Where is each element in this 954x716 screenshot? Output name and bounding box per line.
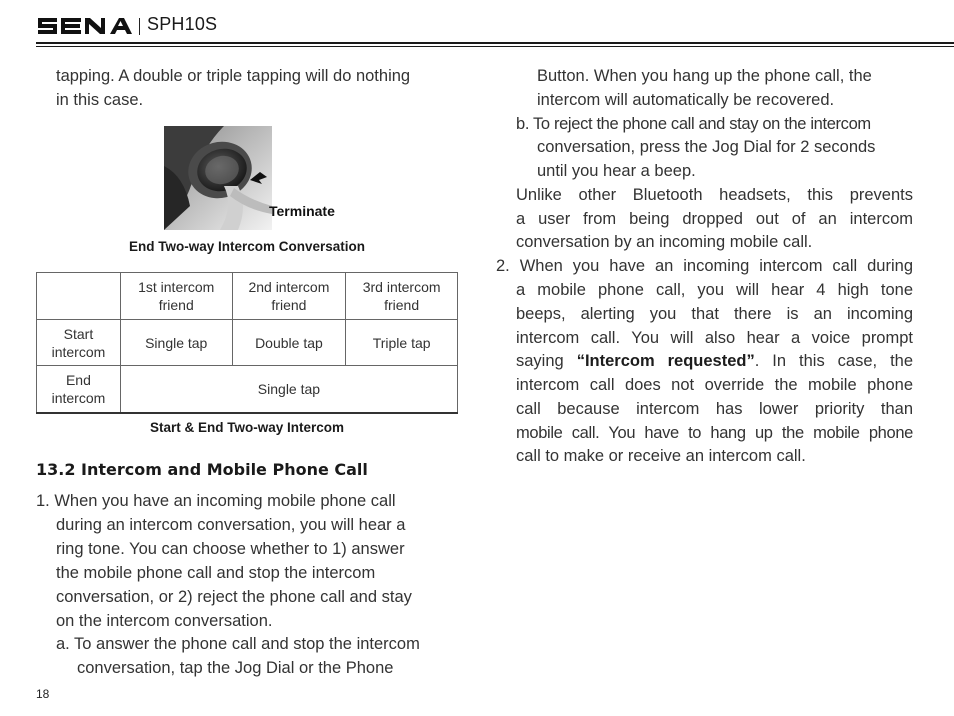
table-header-cell: 3rd intercom friend [346,273,458,320]
page-header [36,12,954,46]
text-line: until you hear a beep. [537,162,696,180]
text-line: on the intercom conversation. [56,612,273,630]
text-line [516,350,913,374]
figure-label: Terminate [269,203,335,219]
table-header-cell: 1st intercom friend [120,273,232,320]
text-line: in this case. [56,91,144,109]
table-header-cell: 2nd intercom friend [232,273,346,320]
table-cell: Single tap [120,366,457,413]
table-cell: Triple tap [346,320,458,366]
text-line: ring tone. You can choose whether to 1) answer [56,540,405,558]
text-line: the mobile phone call and stop the intercom [56,564,376,582]
text-line: conversation, tap the Jog Dial or the Phone [77,659,394,677]
text-line: a mobile phone call, you will hear 4 high tone [516,281,913,299]
text-run: saying [516,352,577,370]
text-line: intercom call. You will also hear a voice prompt [516,329,913,347]
table-row [37,320,458,366]
table-header-row [37,273,458,320]
text-line: 2. When you have an incoming intercom call during [496,257,913,275]
header-rule-thin [36,46,954,47]
sena-logo [36,14,132,38]
table-cell: Single tap [120,320,232,366]
text-line: intercom call does not override the mobile phone [516,376,913,394]
section-heading: 13.2 Intercom and Mobile Phone Call [36,460,368,479]
row-label: Start intercom [37,320,121,366]
text-line: b. To reject the phone call and stay on the intercom [516,115,871,133]
text-line: a user from being dropped out of an intercom [516,210,913,228]
header-separator [139,18,140,35]
headset-jog-dial-photo [164,126,272,230]
text-line: Button. When you hang up the phone call, the [537,67,872,85]
table-cell: Double tap [232,320,346,366]
voice-prompt-text: “Intercom requested” [576,352,755,370]
text-line: a. To answer the phone call and stop the intercom [56,635,420,653]
header-rule-thick [36,42,954,44]
text-line: call to make or receive an intercom call. [516,447,806,465]
text-line: conversation, press the Jog Dial for 2 seconds [537,138,876,156]
text-line: conversation, or 2) reject the phone call and stay [56,588,412,606]
text-run: . In this case, the [754,352,914,370]
figure-caption: End Two-way Intercom Conversation [128,239,366,254]
text-line: intercom will automatically be recovered. [537,91,835,109]
text-line: Unlike other Bluetooth headsets, this prevents [516,186,913,204]
text-line: beeps, alerting you that there is an incoming [516,305,913,323]
page-number: 18 [36,687,50,701]
text-line: during an intercom conversation, you will hear a [56,516,406,534]
intercom-tap-table [36,272,458,414]
text-line: conversation by an incoming mobile call. [516,233,813,251]
text-line: mobile call. You have to hang up the mobile phone [516,424,913,442]
table-header-cell [37,273,121,320]
text-line: 1. When you have an incoming mobile phone call [36,492,396,510]
text-line: call because intercom has lower priority than [516,400,913,418]
table-row [37,366,458,413]
table-caption: Start & End Two-way Intercom [149,420,345,435]
row-label: End intercom [37,366,121,413]
text-line: tapping. A double or triple tapping will do nothing [56,67,411,85]
model-name: SPH10S [147,14,218,34]
